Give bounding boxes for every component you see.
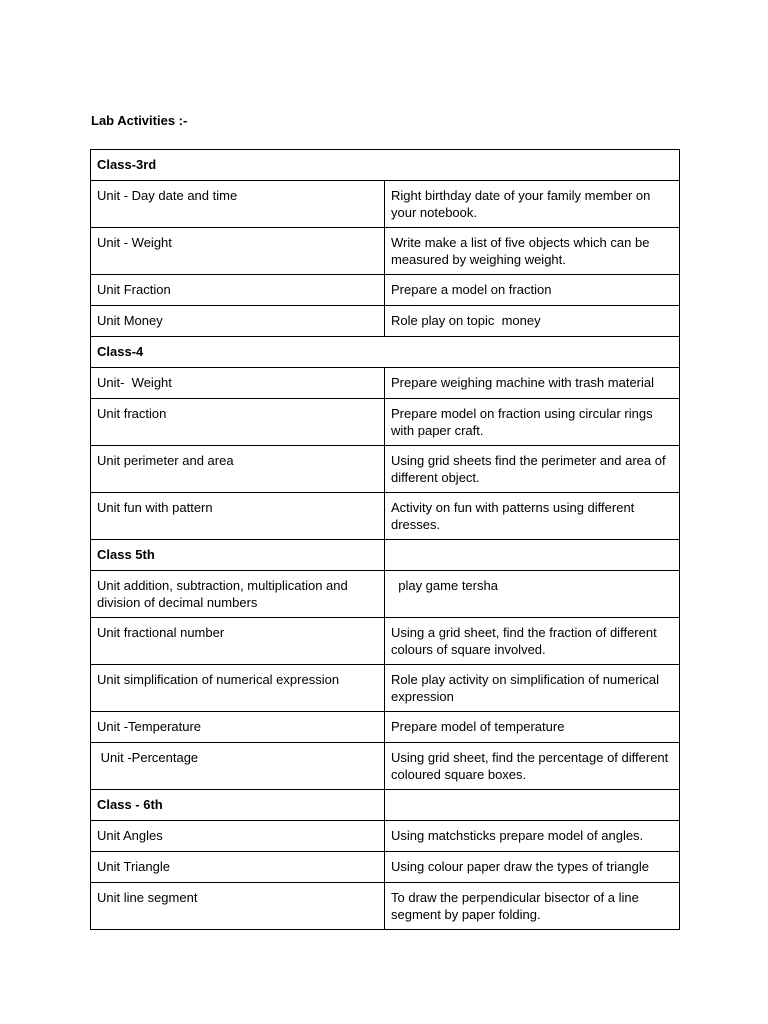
empty-cell — [385, 790, 680, 821]
activity-cell: Using a grid sheet, find the fraction of different colours of square involved. — [385, 618, 680, 665]
table-row — [91, 493, 680, 540]
activity-cell: Activity on fun with patterns using different dresses. — [385, 493, 680, 540]
activity-cell: Prepare model on fraction using circular rings with paper craft. — [385, 399, 680, 446]
activity-cell: Using grid sheets find the perimeter and area of different object. — [385, 446, 680, 493]
unit-cell: Unit - Day date and time — [91, 181, 385, 228]
activity-cell: Using matchsticks prepare model of angles. — [385, 821, 680, 852]
table-row — [91, 228, 680, 275]
activity-cell: To draw the perpendicular bisector of a line segment by paper folding. — [385, 883, 680, 930]
unit-cell: Unit addition, subtraction, multiplication and division of decimal numbers — [91, 571, 385, 618]
table-row — [91, 399, 680, 446]
section-heading: Class-3rd — [91, 150, 680, 181]
activity-cell: Using grid sheet, find the percentage of different coloured square boxes. — [385, 743, 680, 790]
unit-cell: Unit -Temperature — [91, 712, 385, 743]
table-row — [91, 368, 680, 399]
section-row-class-3 — [91, 150, 680, 181]
page-title: Lab Activities :- — [91, 113, 188, 128]
activity-cell: Prepare model of temperature — [385, 712, 680, 743]
activity-cell: Role play activity on simplification of numerical expression — [385, 665, 680, 712]
table-row — [91, 712, 680, 743]
section-row-class-6 — [91, 790, 680, 821]
unit-cell: Unit perimeter and area — [91, 446, 385, 493]
section-heading: Class-4 — [91, 337, 680, 368]
table-row — [91, 852, 680, 883]
table-row — [91, 275, 680, 306]
unit-cell: Unit Fraction — [91, 275, 385, 306]
table-row — [91, 181, 680, 228]
unit-cell: Unit fraction — [91, 399, 385, 446]
table-row — [91, 618, 680, 665]
activity-cell: Right birthday date of your family member on your notebook. — [385, 181, 680, 228]
unit-cell: Unit simplification of numerical expression — [91, 665, 385, 712]
activity-cell: Prepare weighing machine with trash material — [385, 368, 680, 399]
table-row — [91, 821, 680, 852]
table-row — [91, 665, 680, 712]
unit-cell: Unit fractional number — [91, 618, 385, 665]
activity-cell: Using colour paper draw the types of triangle — [385, 852, 680, 883]
empty-cell — [385, 540, 680, 571]
unit-cell: Unit line segment — [91, 883, 385, 930]
lab-activities-table — [90, 149, 680, 930]
table-row — [91, 306, 680, 337]
unit-cell: Unit Money — [91, 306, 385, 337]
unit-cell: Unit -Percentage — [91, 743, 385, 790]
table-row — [91, 743, 680, 790]
table-row — [91, 446, 680, 493]
table-row — [91, 883, 680, 930]
section-heading: Class 5th — [91, 540, 385, 571]
activity-cell: Prepare a model on fraction — [385, 275, 680, 306]
table-row — [91, 571, 680, 618]
activity-cell: Role play on topic money — [385, 306, 680, 337]
activity-cell: Write make a list of five objects which can be measured by weighing weight. — [385, 228, 680, 275]
section-row-class-4 — [91, 337, 680, 368]
unit-cell: Unit Angles — [91, 821, 385, 852]
section-row-class-5 — [91, 540, 680, 571]
unit-cell: Unit Triangle — [91, 852, 385, 883]
unit-cell: Unit fun with pattern — [91, 493, 385, 540]
activity-cell: play game tersha — [385, 571, 680, 618]
unit-cell: Unit- Weight — [91, 368, 385, 399]
unit-cell: Unit - Weight — [91, 228, 385, 275]
section-heading: Class - 6th — [91, 790, 385, 821]
